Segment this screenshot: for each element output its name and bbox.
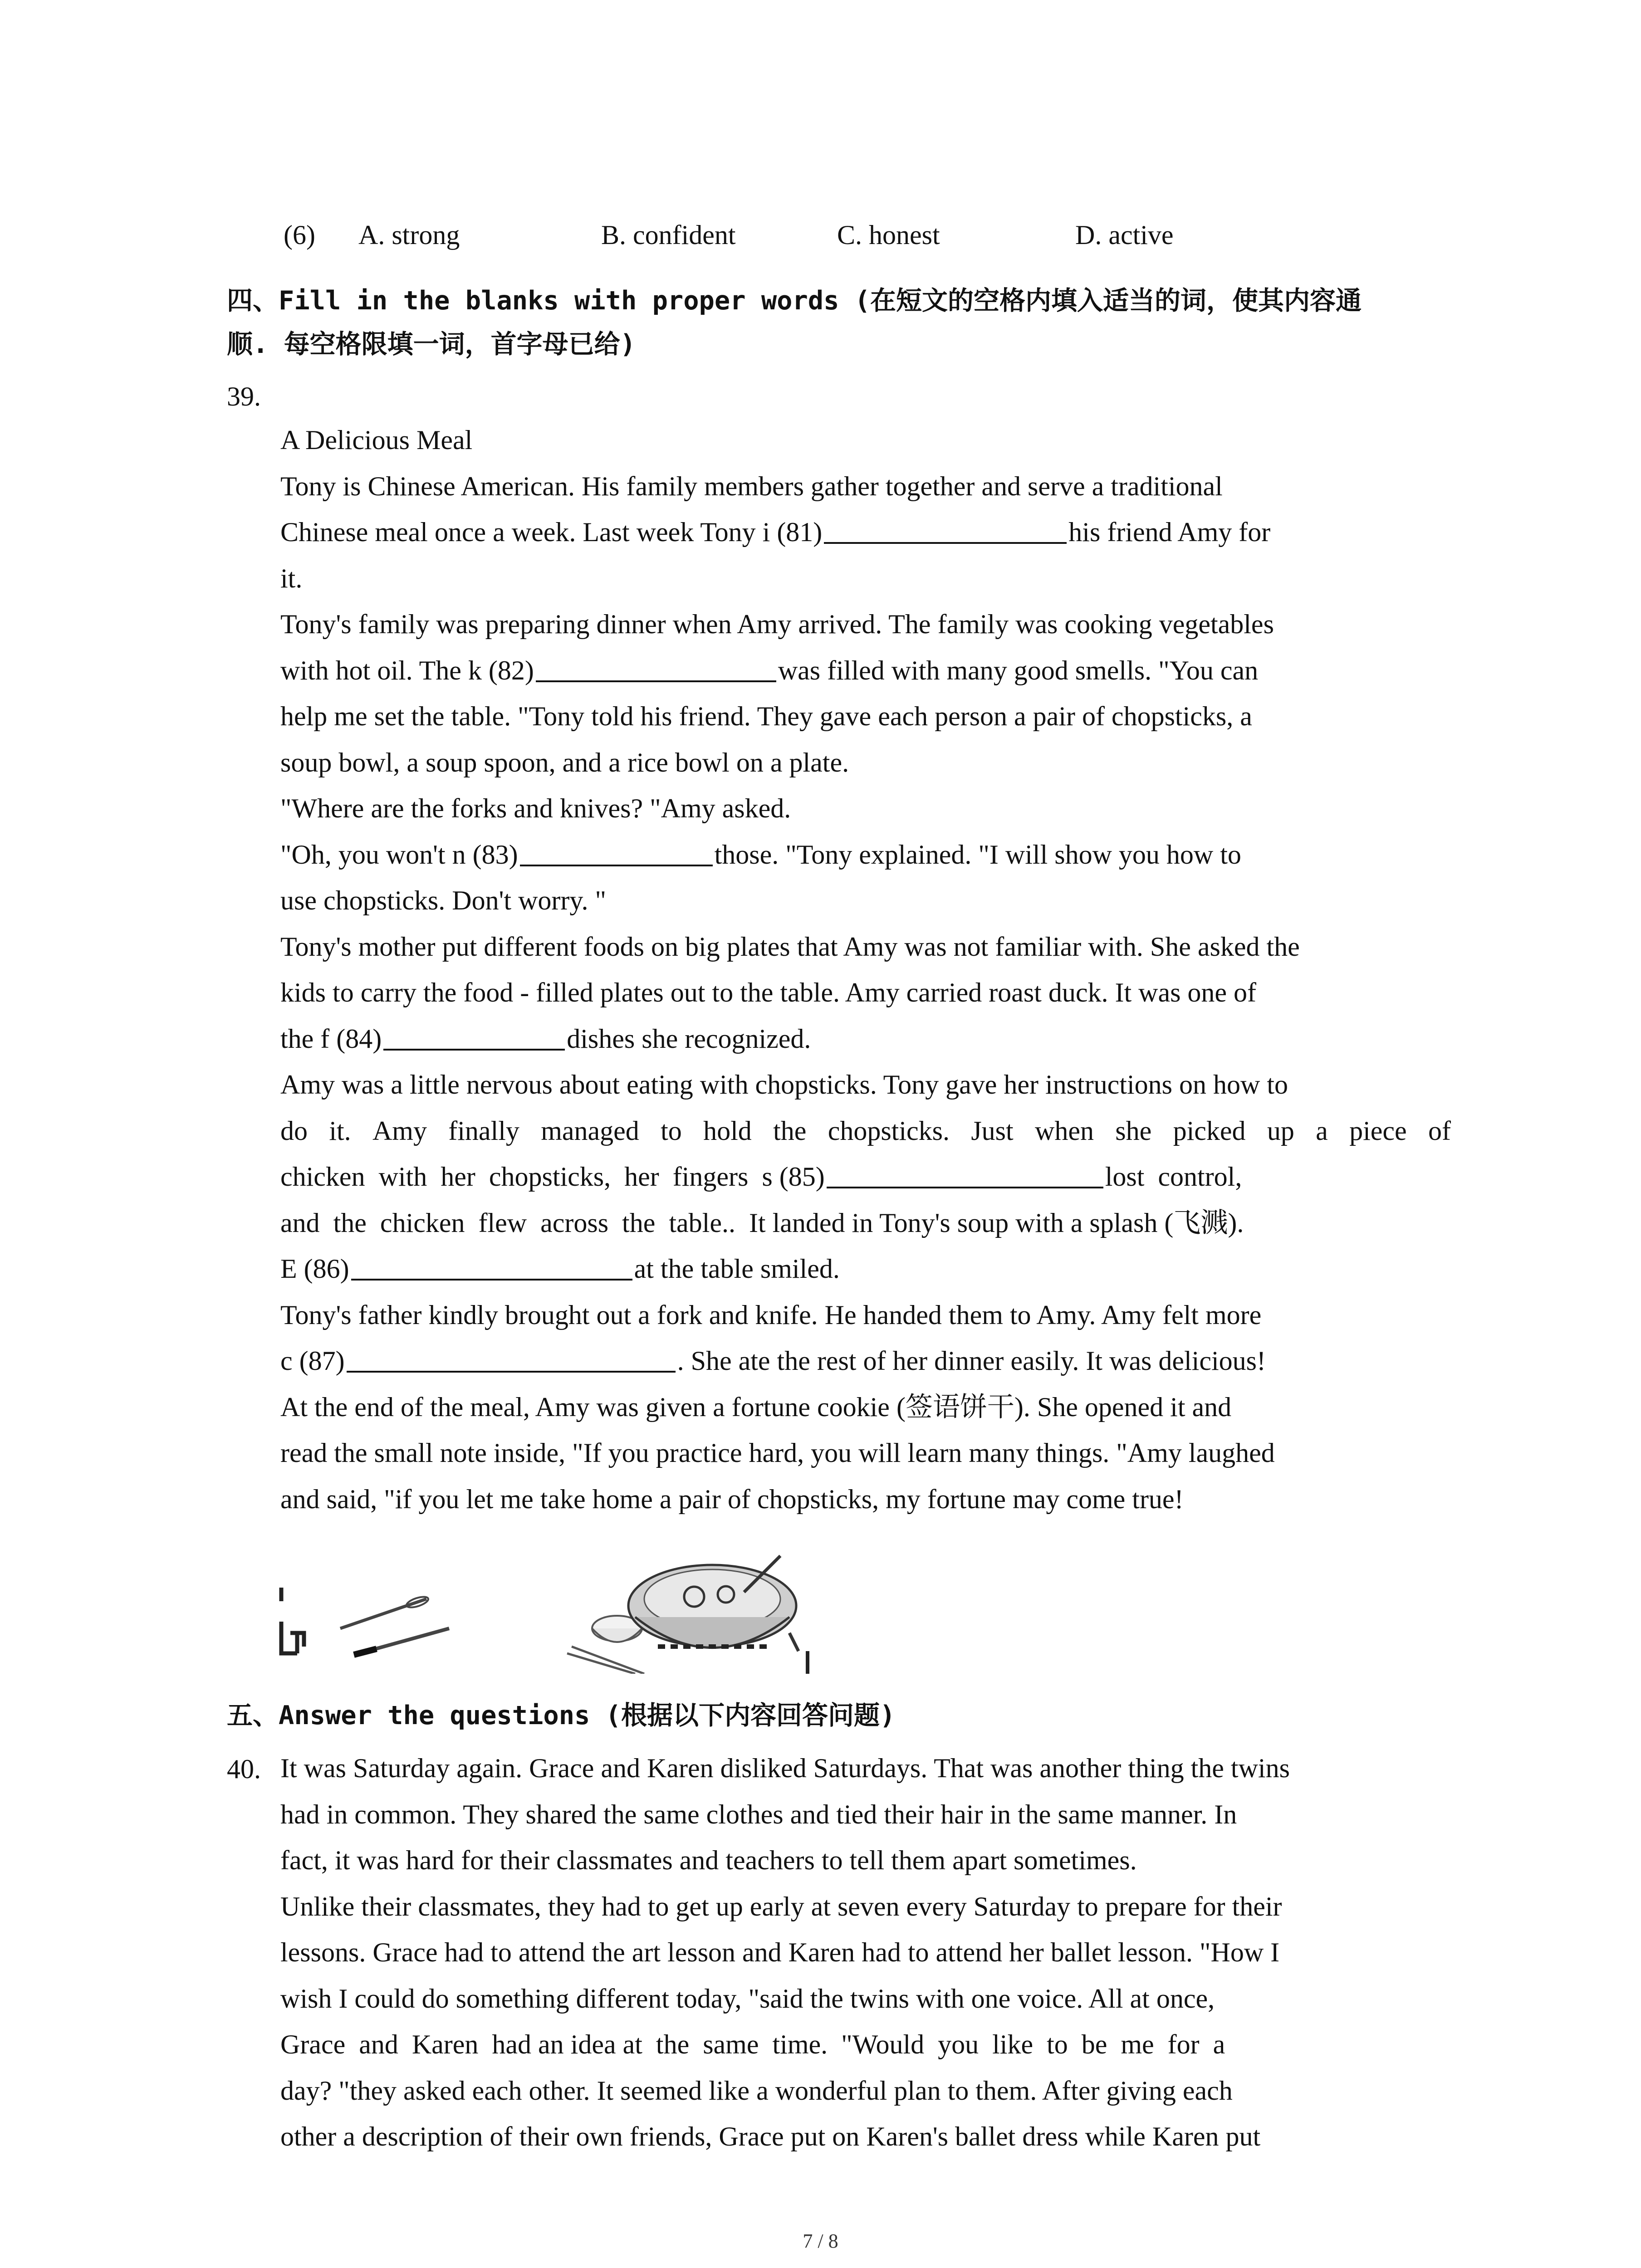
passage-line: Amy was a little nervous about eating with chopsticks. Tony gave her instructions on how to: [280, 1070, 1288, 1100]
passage-line: Tony's family was preparing dinner when Amy arrived. The family was cooking vegetables: [280, 609, 1274, 639]
blank-87[interactable]: [347, 1344, 676, 1373]
word: a: [1316, 1115, 1328, 1146]
word: up: [1267, 1115, 1294, 1146]
word: Amy: [372, 1115, 427, 1146]
passage-line: other a description of their own friends, Grace put on Karen's ballet dress while Karen put: [280, 2121, 1261, 2151]
passage-line: Unlike their classmates, they had to get up early at seven every Saturday to prepare for their: [280, 1891, 1282, 1921]
word: hold: [703, 1115, 752, 1146]
word: it.: [329, 1115, 351, 1146]
passage-line: use chopsticks. Don't worry. ": [280, 885, 606, 915]
passage-line: read the small note inside, "If you practice hard, you will learn many things. "Amy laughed: [280, 1438, 1275, 1468]
passage-line: and the chicken flew across the table.. It landed in Tony's soup with a splash (飞溅).: [280, 1207, 1244, 1238]
blank-prompt-86: E (86): [280, 1254, 349, 1284]
word: she: [1115, 1115, 1152, 1146]
passage-line: Grace and Karen had an idea at the same time. "Would you like to be me for a: [280, 2029, 1225, 2059]
passage-line: "Where are the forks and knives? "Amy asked.: [280, 793, 791, 823]
passage-line: had in common. They shared the same clothes and tied their hair in the same manner. In: [280, 1799, 1237, 1829]
passage-line: soup bowl, a soup spoon, and a rice bowl on a plate.: [280, 747, 849, 777]
passage-line: it.: [280, 563, 303, 593]
chopsticks-character-icon: [281, 1588, 304, 1653]
blank-prompt-81: Chinese meal once a week. Last week Tony i (81): [280, 517, 823, 547]
passage-line: [280, 1016, 1451, 1062]
blank-84[interactable]: [383, 1022, 565, 1051]
passage-text: lost control,: [1105, 1162, 1242, 1192]
blank-prompt-82: with hot oil. The k (82): [280, 655, 534, 685]
passage-line: [280, 1154, 1451, 1200]
passage-text: . She ate the rest of her dinner easily. It was delicious!: [677, 1346, 1266, 1376]
passage-line: Tony's mother put different foods on big plates that Amy was not familiar with. She asked the: [280, 931, 1300, 962]
passage-text: was filled with many good smells. "You can: [778, 655, 1259, 685]
option-c: C. honest: [837, 220, 940, 250]
passage-line: [280, 509, 1451, 556]
option-b: B. confident: [601, 220, 736, 250]
q39-number: 39.: [227, 381, 261, 411]
blank-81[interactable]: [824, 515, 1067, 544]
q40-number: 40.: [227, 1754, 261, 1784]
passage-title: A Delicious Meal: [280, 425, 473, 455]
meal-illustration: [272, 1542, 817, 1674]
word: of: [1428, 1115, 1451, 1146]
word: the: [773, 1115, 807, 1146]
word: picked: [1173, 1115, 1246, 1146]
word: chopsticks.: [828, 1115, 950, 1146]
blank-82[interactable]: [536, 653, 776, 682]
section4-title-line2: 顺. 每空格限填一词，首字母已给): [227, 329, 636, 359]
word: finally: [448, 1115, 519, 1146]
passage-line: help me set the table. "Tony told his friend. They gave each person a pair of chopsticks, a: [280, 701, 1252, 731]
word: when: [1035, 1115, 1094, 1146]
option-d: D. active: [1075, 220, 1174, 250]
page-number: 7 / 8: [803, 2230, 838, 2252]
blank-prompt-83: "Oh, you won't n (83): [280, 839, 518, 870]
section5-heading: 五、Answer the questions (根据以下内容回答问题): [227, 1701, 896, 1730]
passage-line: and said, "if you let me take home a pair of chopsticks, my fortune may come true!: [280, 1484, 1184, 1514]
passage-text: those. "Tony explained. "I will show you how to: [714, 839, 1241, 870]
passage-line-justified: [280, 1108, 1451, 1154]
blank-85[interactable]: [827, 1159, 1103, 1188]
q38-number: (6): [284, 220, 315, 250]
soup-bowl-icon: [628, 1556, 808, 1674]
q39-passage: [280, 417, 1451, 1522]
blank-prompt-84: the f (84): [280, 1023, 382, 1054]
blank-prompt-87: c (87): [280, 1346, 345, 1376]
word: to: [661, 1115, 682, 1146]
fork-knife-icon: [340, 1595, 449, 1655]
passage-line: fact, it was hard for their classmates and teachers to tell them apart sometimes.: [280, 1845, 1137, 1875]
option-a: A. strong: [358, 220, 460, 250]
word: Just: [971, 1115, 1014, 1146]
passage-line: kids to carry the food - filled plates out to the table. Amy carried roast duck. It was one of: [280, 978, 1257, 1007]
blank-83[interactable]: [520, 837, 713, 866]
blank-86[interactable]: [351, 1251, 632, 1281]
passage-line: Tony's father kindly brought out a fork and knife. He handed them to Amy. Amy felt more: [280, 1300, 1262, 1330]
passage-line: It was Saturday again. Grace and Karen disliked Saturdays. That was another thing the twins: [280, 1753, 1290, 1783]
passage-line: Tony is Chinese American. His family members gather together and serve a traditional: [280, 471, 1223, 501]
passage-line: [280, 648, 1451, 694]
passage-line: lessons. Grace had to attend the art lesson and Karen had to attend her ballet lesson. "How I: [280, 1937, 1280, 1967]
blank-prompt-85: chicken with her chopsticks, her fingers s (85): [280, 1162, 825, 1192]
q40-passage: [280, 1745, 1451, 2160]
passage-line: [280, 1246, 1451, 1292]
passage-line: [280, 1338, 1451, 1384]
passage-text: at the table smiled.: [634, 1254, 840, 1284]
passage-line: day? "they asked each other. It seemed like a wonderful plan to them. After giving each: [280, 2075, 1233, 2106]
passage-text: dishes she recognized.: [567, 1023, 811, 1054]
word: managed: [541, 1115, 639, 1146]
passage-line: At the end of the meal, Amy was given a fortune cookie (签语饼干). She opened it and: [280, 1392, 1232, 1422]
passage-text: his friend Amy for: [1068, 517, 1271, 547]
word: do: [280, 1115, 308, 1146]
passage-line: wish I could do something different today, "said the twins with one voice. All at once,: [280, 1983, 1215, 2014]
chopsticks-icon: [567, 1647, 644, 1674]
section4-heading: [227, 279, 1452, 366]
word: piece: [1349, 1115, 1407, 1146]
passage-line: [280, 832, 1451, 878]
section4-title-line1: 四、Fill in the blanks with proper words (在短文的空格内填入适当的词，使其内容通: [227, 286, 1362, 316]
